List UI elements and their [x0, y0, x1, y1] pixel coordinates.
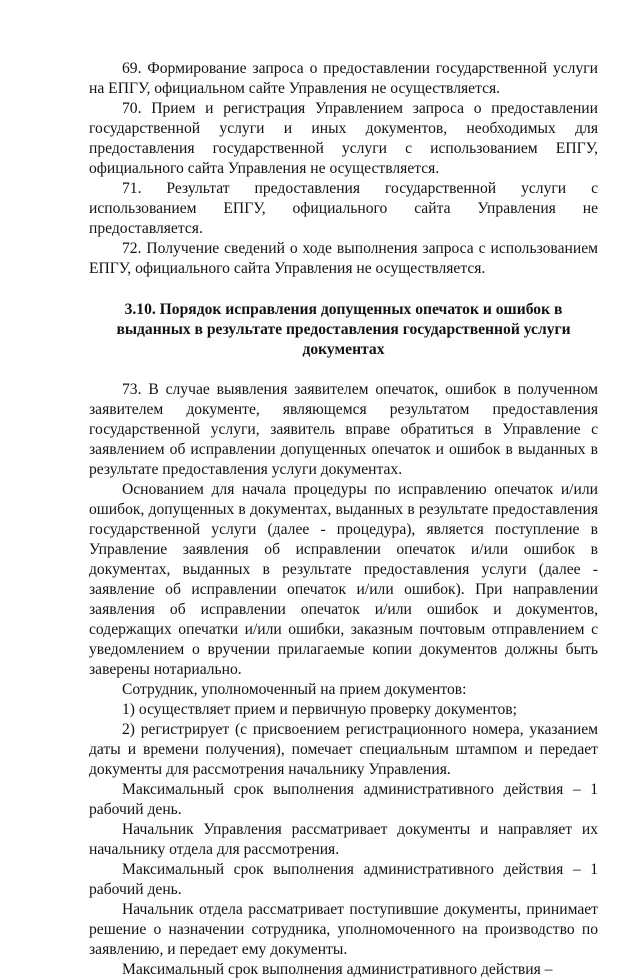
paragraph-max-term-1: Максимальный срок выполнения административного действия – 1 рабочий день. — [89, 781, 598, 818]
paragraph-72: 72. Получение сведений о ходе выполнения запроса с использованием ЕПГУ, официального сайта Управления не осуществляется. — [89, 240, 598, 277]
paragraph-max-term-3: Максимальный срок выполнения административного действия – — [122, 961, 553, 978]
paragraph-73: 73. В случае выявления заявителем опечаток, ошибок в полученном заявителем документе, являющемся результатом предоставления государственной услуги, заявитель вправе обратиться в Управление с заявлением об исправлении допущенных опечаток и ошибок в выданных в результате предоставления услуги документах. — [89, 381, 598, 478]
paragraph-70: 70. Прием и регистрация Управлением запроса о предоставлении государственной услуги и иных документов, необходимых для предоставления государственной услуги с использованием ЕПГУ, официального сайта Управления не осуществляется. — [89, 100, 598, 177]
paragraph-71: 71. Результат предоставления государственной услуги с использованием ЕПГУ, официального сайта Управления не предоставляется. — [89, 180, 598, 237]
paragraph-procedure-basis: Основанием для начала процедуры по исправлению опечаток и/или ошибок, допущенных в документах, выданных в результате предоставления государственной услуги (далее - процедура), является поступление в Управление заявления об исправлении опечаток и/или ошибок в документах, выданных в результате предоставления услуги (далее - заявление об исправлении опечаток и/или ошибок). При направлении заявления об исправлении опечаток и/или ошибок и документов, содержащих опечатки и/или ошибки, заказным почтовым отправлением с уведомлением о вручении прилагаемые копии документов должны быть заверены нотариально. — [89, 481, 598, 678]
paragraph-dept-head: Начальник отдела рассматривает поступившие документы, принимает решение о назначении сотрудника, уполномоченного на производство по заявлению, и передает ему документы. — [89, 901, 598, 958]
list-item-1: 1) осуществляет прием и первичную проверку документов; — [122, 701, 517, 718]
document-body — [89, 59, 598, 980]
list-item-2: 2) регистрирует (с присвоением регистрационного номера, указанием даты и времени получения), помечает специальным штампом и передает документы для рассмотрения начальнику Управления. — [89, 721, 598, 778]
paragraph-69: 69. Формирование запроса о предоставлении государственной услуги на ЕПГУ, официальном сайте Управления не осуществляется. — [89, 60, 598, 97]
paragraph-max-term-2: Максимальный срок выполнения административного действия – 1 рабочий день. — [89, 861, 598, 898]
paragraph-head-review: Начальник Управления рассматривает документы и направляет их начальнику отдела для рассмотрения. — [89, 821, 598, 858]
paragraph-employee: Сотрудник, уполномоченный на прием документов: — [122, 681, 467, 698]
section-heading-3-10: 3.10. Порядок исправления допущенных опечаток и ошибок в выданных в результате предоставления государственной услуги документах — [116, 301, 571, 358]
